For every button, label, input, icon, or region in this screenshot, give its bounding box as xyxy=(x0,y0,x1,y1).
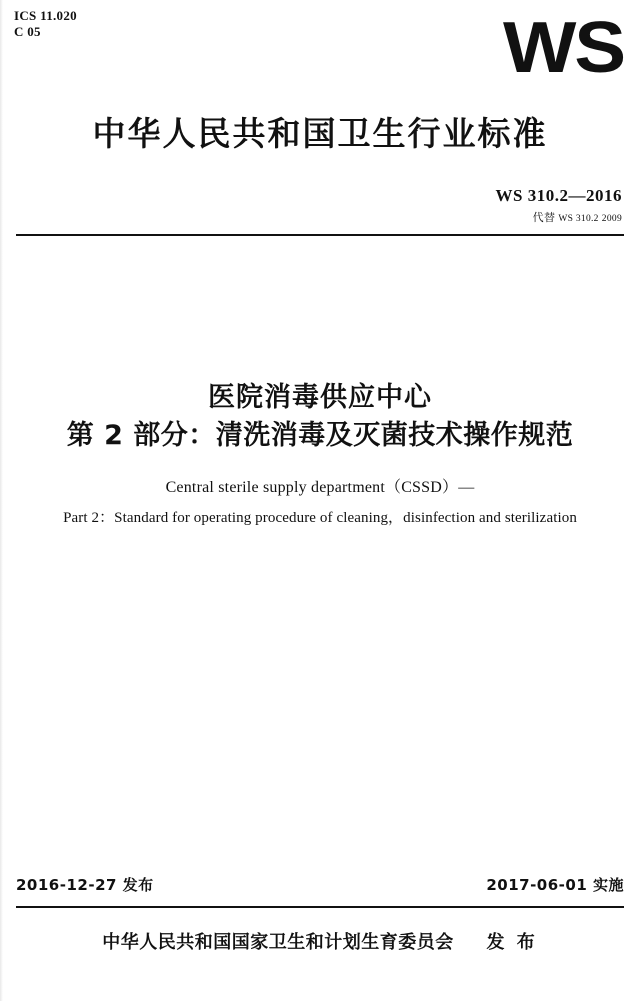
replaces-prefix: 代替 xyxy=(532,212,556,224)
title-cn-line1: 医院消毒供应中心 xyxy=(208,382,432,413)
issue-label: 发 布 xyxy=(486,932,538,953)
effective-date: 2017-06-01 实施 xyxy=(486,876,624,894)
standard-number-block xyxy=(496,186,622,225)
replaces-number: WS 310.2 xyxy=(558,214,599,224)
standard-number: WS 310.2—2016 xyxy=(495,186,622,205)
classification-code: C 05 xyxy=(14,24,41,40)
title-cn-line2: 第 2 部分：清洗消毒及灭菌技术操作规范 xyxy=(66,420,574,452)
issuing-title: 中华人民共和国卫生行业标准 xyxy=(92,114,548,153)
title-block xyxy=(0,380,640,527)
divider-top xyxy=(16,234,624,236)
replaces-year: 2009 xyxy=(601,214,622,224)
title-en-line2: Part 2：Standard for operating procedure of cleaning，disinfection and sterilization xyxy=(63,509,577,526)
divider-bottom xyxy=(16,906,624,908)
dates-row xyxy=(16,874,624,895)
issue-date: 2016-12-27 发布 xyxy=(16,876,154,894)
publisher-row xyxy=(0,928,640,954)
ics-block xyxy=(14,8,77,41)
ics-code: ICS 11.020 xyxy=(14,8,77,23)
title-en-line1: Central sterile supply department（CSSD）— xyxy=(165,478,475,496)
ws-logo: WS xyxy=(503,8,624,88)
replaces-line xyxy=(496,209,622,225)
publisher-name: 中华人民共和国国家卫生和计划生育委员会 xyxy=(102,932,454,953)
